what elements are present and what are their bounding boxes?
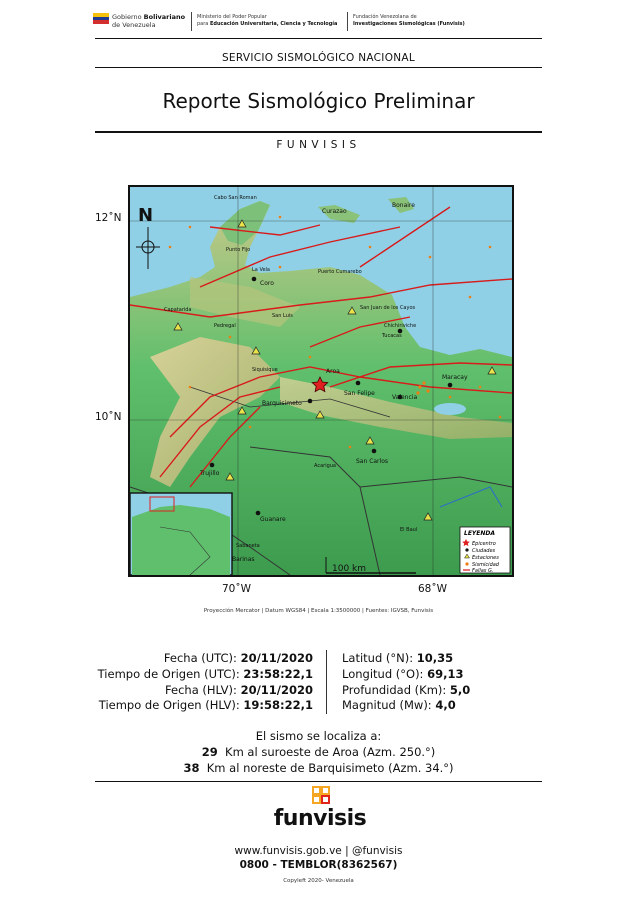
seismic-event: [309, 356, 312, 359]
seismic-event: [449, 396, 452, 399]
city-dot: [448, 383, 453, 388]
foundation-line1: Fundación Venezolana de: [353, 14, 417, 20]
place-label: Barinas: [232, 556, 255, 563]
seismic-event: [279, 266, 282, 269]
place-label: Acarigua: [314, 463, 336, 469]
place-label: Cabo San Roman: [214, 195, 257, 201]
epicenter-map: [128, 185, 514, 577]
logo-square-icon: [312, 795, 321, 804]
legend-item: Fallas G.: [472, 568, 494, 574]
seismic-event: [189, 386, 192, 389]
details-divider: [326, 650, 327, 714]
detail-label: Fecha (UTC):: [163, 651, 237, 665]
map-canvas: [130, 187, 512, 575]
header-rule: [95, 38, 542, 39]
lat-label-12: 12˚N: [95, 212, 122, 224]
place-label: Punto Fijo: [226, 247, 251, 253]
seismic-event: [229, 336, 232, 339]
location-line: [95, 761, 542, 777]
place-label: Bonaire: [392, 202, 415, 209]
location-intro: El sismo se localiza a:: [255, 729, 382, 743]
detail-value: 20/11/2020: [240, 651, 313, 665]
title-rule: [95, 131, 542, 133]
logo-square-icon: [321, 786, 330, 795]
place-label: Capatarida: [164, 307, 192, 313]
footer-contact: [95, 844, 542, 872]
legend-item: Sismicidad: [472, 562, 499, 568]
detail-row: [342, 651, 542, 667]
detail-value: 5,0: [449, 682, 471, 697]
place-label: Tucacas: [382, 333, 402, 339]
city-dot: [252, 277, 257, 282]
detail-row: [95, 683, 313, 699]
place-label: Coro: [260, 280, 274, 287]
seismic-event: [189, 226, 192, 229]
brand-label: FUNVISIS: [276, 139, 361, 151]
inset-map: [130, 493, 232, 575]
detail-row: [95, 651, 313, 667]
seismic-event: [429, 256, 432, 259]
place-label: Maracay: [442, 374, 468, 381]
service-rule: [95, 67, 542, 68]
place-label: Valencia: [392, 394, 418, 401]
city-dot: [356, 381, 361, 386]
ministry-label: [197, 14, 337, 27]
lon-label-68: 68˚W: [418, 583, 447, 595]
copyright: Copyleft 2020- Venezuela: [283, 878, 354, 884]
place-label: El Baul: [400, 527, 418, 533]
footer-phone: 0800 - TEMBLOR(8362567): [239, 859, 398, 871]
city-dot: [308, 399, 313, 404]
detail-label: Fecha (HLV):: [165, 682, 237, 697]
logo-square-icon: [321, 795, 330, 804]
city-dot: [372, 449, 377, 454]
lat-label-10: 10˚N: [95, 411, 122, 423]
detail-value: 19:58:22,1: [243, 698, 313, 713]
seismic-event: [369, 246, 372, 249]
foundation-line2: Investigaciones Sismológicas (Funvisis): [353, 20, 465, 27]
seismic-event: [279, 216, 282, 219]
detail-row: [342, 667, 542, 683]
place-label: Pedregal: [214, 323, 236, 329]
detail-value: 23:58:22,1: [243, 666, 313, 681]
seismic-event: [422, 381, 425, 384]
seismic-event: [169, 246, 172, 249]
gov-line1a: Gobierno: [112, 13, 144, 21]
report-title: Reporte Sismológico Preliminar: [162, 89, 475, 113]
details-left: [95, 651, 313, 714]
seismic-event: [499, 416, 502, 419]
ministry-line2b: Educación Universitaria, Ciencia y Tecnología: [209, 20, 338, 27]
city-dot: [256, 511, 261, 516]
legend-item: Ciudades: [472, 548, 496, 554]
detail-row: [342, 698, 542, 714]
north-label: N: [138, 205, 154, 226]
ministry-line2a: para: [197, 20, 210, 27]
place-label: Trujillo: [200, 470, 220, 477]
legend-title: LEYENDA: [464, 530, 496, 537]
place-label: San Felipe: [344, 390, 375, 397]
seismic-event: [489, 246, 492, 249]
venezuela-flag-icon: [93, 13, 109, 24]
funvisis-logo: [270, 786, 370, 840]
location-distance: 38: [183, 760, 200, 775]
details-right: [342, 651, 542, 714]
detail-label: Tiempo de Origen (UTC):: [97, 666, 240, 681]
seismic-event: [249, 426, 252, 429]
seismic-event: [418, 385, 421, 388]
city-dot: [210, 463, 215, 468]
legend-item: Epicentro: [472, 541, 496, 547]
detail-value: 69,13: [427, 666, 464, 681]
legend-item: Estaciones: [472, 555, 499, 561]
place-label: San Luis: [272, 313, 293, 319]
institution-header: [93, 11, 543, 33]
scale-label: 100 km: [332, 564, 367, 574]
footer-web[interactable]: www.funvisis.gob.ve | @funvisis: [234, 845, 403, 857]
map-legend: [460, 527, 510, 574]
header-divider: [347, 12, 348, 31]
footer-rule: [95, 781, 542, 782]
place-label: San Juan de los Cayos: [360, 305, 416, 311]
seismic-event: [426, 389, 429, 392]
place-label: La Vela: [252, 267, 271, 273]
detail-label: Magnitud (Mw):: [342, 698, 432, 713]
place-label: Puerto Cumarebo: [318, 269, 362, 275]
lake-valencia: [434, 403, 466, 415]
detail-label: Tiempo de Origen (HLV):: [98, 698, 240, 713]
detail-label: Longitud (°O):: [342, 666, 424, 681]
location-text: Km al noreste de Barquisimeto (Azm. 34.°): [206, 760, 454, 775]
legend-city-icon: [465, 548, 468, 551]
location-distance: 29: [201, 744, 218, 759]
detail-label: Profundidad (Km):: [342, 682, 447, 697]
gov-line2: de Venezuela: [112, 21, 156, 29]
detail-value: 10,35: [416, 651, 454, 665]
place-label: Guanare: [260, 516, 286, 523]
logo-square-icon: [312, 786, 321, 795]
place-label: San Carlos: [356, 458, 388, 465]
place-label: Barquisimeto: [262, 400, 302, 407]
place-label: Siquisique: [252, 367, 278, 373]
detail-value: 20/11/2020: [240, 682, 313, 697]
gov-line1b: Bolivariano: [143, 13, 186, 21]
logo-wordmark: funvisis: [273, 806, 367, 831]
header-divider: [191, 12, 192, 31]
seismic-event: [349, 446, 352, 449]
foundation-label: [353, 14, 465, 27]
place-label: Sabaneta: [236, 543, 260, 549]
detail-value: 4,0: [435, 698, 456, 713]
place-label: Curazao: [322, 208, 347, 215]
detail-label: Latitud (°N):: [342, 651, 414, 665]
place-label: Chichiriviche: [384, 323, 417, 329]
lon-label-70: 70˚W: [222, 583, 251, 595]
legend-seismicity-icon: [465, 562, 468, 565]
detail-row: [95, 698, 313, 714]
location-text: Km al suroeste de Aroa (Azm. 250.°): [225, 744, 436, 759]
detail-row: [342, 683, 542, 699]
detail-row: [95, 667, 313, 683]
inset-land: [132, 505, 230, 575]
map-caption: Proyección Mercator | Datum WGS84 | Escala 1:3500000 | Fuentes: IGVSB, Funvisis: [203, 608, 434, 614]
seismic-event: [469, 296, 472, 299]
seismic-event: [479, 386, 482, 389]
flag-stripe-red: [93, 20, 109, 24]
location-line: [95, 745, 542, 761]
place-label: Aroa: [326, 368, 340, 375]
ministry-line1: Ministerio del Poder Popular: [197, 14, 267, 20]
government-label: [112, 13, 185, 29]
service-title: SERVICIO SISMOLÓGICO NACIONAL: [221, 52, 416, 64]
location-block: [95, 729, 542, 776]
